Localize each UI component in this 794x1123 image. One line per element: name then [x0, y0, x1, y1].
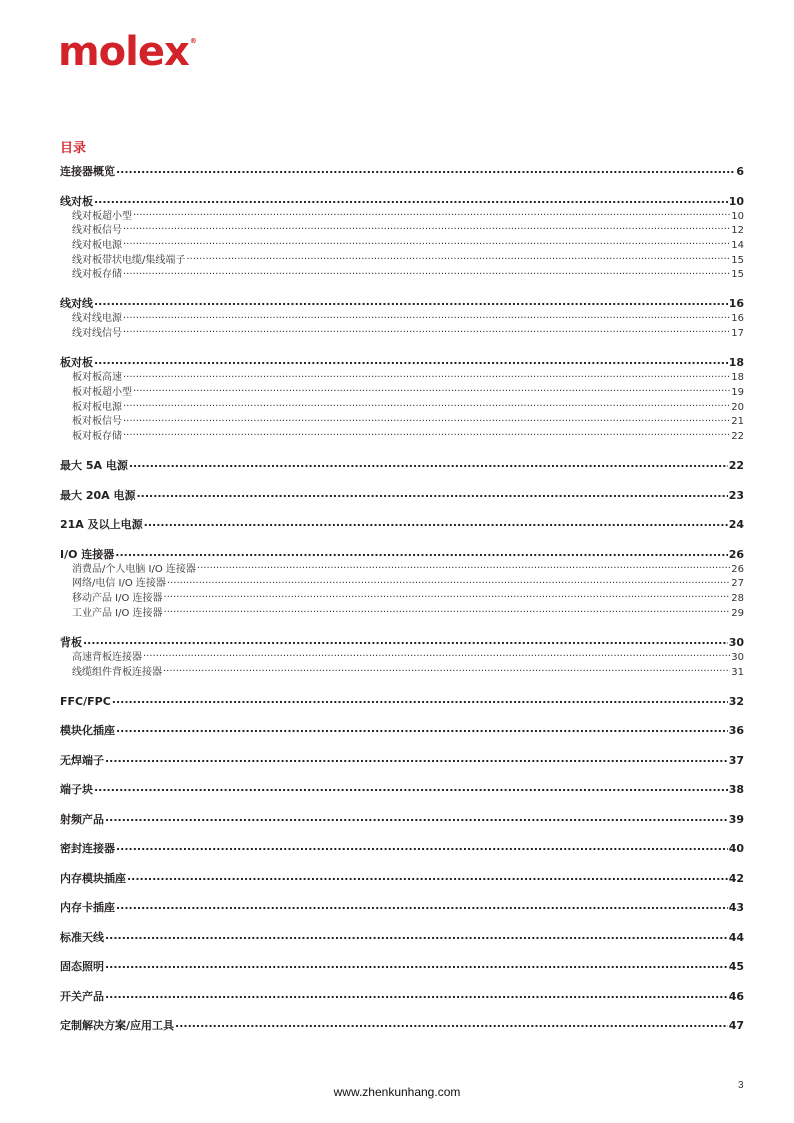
dot-leader: [164, 591, 731, 601]
toc-section-entry[interactable]: [60, 547, 744, 562]
dot-leader: [94, 782, 728, 793]
toc-entry-page: 29: [731, 607, 744, 619]
toc-subsection-entry[interactable]: [60, 326, 744, 341]
toc-entry-label: 移动产品 I/O 连接器: [72, 593, 163, 605]
toc-entry-page: 23: [728, 488, 744, 502]
toc-subsection-entry[interactable]: [60, 562, 744, 577]
dot-leader: [123, 429, 730, 439]
dot-leader: [94, 296, 728, 307]
toc-section-entry[interactable]: [60, 782, 744, 797]
dot-leader: [116, 841, 728, 852]
dot-leader: [123, 414, 730, 424]
dot-leader: [105, 812, 728, 823]
dot-leader: [94, 194, 728, 205]
toc-entry-label: 开关产品: [60, 989, 104, 1003]
toc-entry-page: 21: [731, 416, 744, 428]
dot-leader: [112, 694, 728, 705]
toc-entry-label: 线对板: [60, 194, 93, 208]
toc-entry-page: 10: [731, 210, 744, 222]
toc-entry-page: 45: [728, 960, 744, 974]
toc-entry-page: 14: [731, 239, 744, 251]
page-number: 3: [738, 1080, 744, 1091]
toc-section-entry[interactable]: [60, 753, 744, 768]
toc-section-entry[interactable]: [60, 164, 744, 179]
toc-entry-label: 板对板: [60, 356, 93, 370]
dot-leader: [105, 959, 728, 970]
toc-entry-page: 15: [731, 269, 744, 281]
toc-entry-page: 37: [728, 753, 744, 767]
toc-entry-label: 线对板超小型: [72, 210, 132, 222]
toc-entry-page: 16: [728, 297, 744, 311]
toc-entry-page: 27: [731, 578, 744, 590]
dot-leader: [123, 267, 730, 277]
dot-leader: [123, 238, 730, 248]
toc-subsection-entry[interactable]: [60, 650, 744, 665]
toc-entry-label: 高速背板连接器: [72, 652, 142, 663]
toc-entry-label: 线对板存储: [72, 269, 122, 281]
toc-subsection-entry[interactable]: [60, 311, 744, 326]
section-gap: [60, 679, 744, 694]
toc-entry-label: 板对板存储: [72, 431, 122, 443]
section-gap: [60, 341, 744, 356]
section-gap: [60, 797, 744, 812]
toc-section-entry[interactable]: [60, 488, 744, 503]
section-gap: [60, 974, 744, 989]
toc-subsection-entry[interactable]: [60, 267, 744, 282]
toc-section-entry[interactable]: [60, 871, 744, 886]
dot-leader: [164, 606, 731, 616]
dot-leader: [123, 326, 730, 336]
toc-entry-label: 模块化插座: [60, 724, 115, 738]
toc-entry-label: FFC/FPC: [60, 694, 111, 708]
toc-entry-page: 24: [728, 518, 744, 532]
toc-section-entry[interactable]: [60, 355, 744, 370]
section-gap: [60, 886, 744, 901]
toc-entry-label: 定制解决方案/应用工具: [60, 1019, 175, 1033]
section-gap: [60, 768, 744, 783]
toc-entry-page: 31: [731, 666, 744, 678]
dot-leader: [197, 562, 730, 572]
toc-section-entry[interactable]: [60, 841, 744, 856]
toc-entry-label: 端子块: [60, 783, 93, 797]
toc-entry-label: 21A 及以上电源: [60, 518, 143, 532]
toc-entry-page: 38: [728, 783, 744, 797]
toc-entry-page: 22: [728, 459, 744, 473]
toc-entry-page: 47: [728, 1019, 744, 1033]
toc-entry-label: 内存卡插座: [60, 901, 115, 915]
section-gap: [60, 532, 744, 547]
toc-entry-label: 密封连接器: [60, 842, 115, 856]
toc-entry-label: 内存模块插座: [60, 871, 126, 885]
toc-entry-page: 19: [731, 387, 744, 398]
toc-entry-label: 无焊端子: [60, 753, 104, 767]
toc-section-entry[interactable]: [60, 989, 744, 1004]
toc-section-entry[interactable]: [60, 812, 744, 827]
toc-subsection-entry[interactable]: [60, 253, 744, 268]
toc-entry-label: 最大 20A 电源: [60, 488, 136, 502]
toc-subsection-entry[interactable]: [60, 591, 744, 606]
toc-entry-label: 线对板电源: [72, 239, 122, 251]
registered-mark: ®: [189, 37, 197, 45]
toc-entry-label: 固态照明: [60, 960, 104, 974]
toc-entry-label: 线缆组件背板连接器: [72, 666, 162, 678]
section-gap: [60, 709, 744, 724]
toc-entry-label: 连接器概览: [60, 165, 115, 178]
section-gap: [60, 503, 744, 518]
toc-entry-page: 43: [728, 901, 744, 915]
toc-section-entry[interactable]: [60, 194, 744, 209]
section-gap: [60, 282, 744, 297]
section-gap: [60, 179, 744, 194]
dot-leader: [123, 400, 730, 410]
toc-entry-label: 标准天线: [60, 930, 104, 944]
toc-entry-page: 18: [731, 372, 744, 384]
dot-leader: [175, 1018, 728, 1029]
toc-entry-page: 32: [728, 694, 744, 708]
dot-leader: [144, 517, 728, 528]
toc-entry-page: 12: [731, 225, 744, 237]
dot-leader: [136, 488, 727, 499]
toc-entry-label: 线对线: [60, 297, 93, 311]
dot-leader: [116, 900, 728, 911]
toc-entry-label: 线对线电源: [72, 313, 122, 325]
toc-subsection-entry[interactable]: [60, 385, 744, 400]
toc-entry-label: 线对线信号: [72, 328, 122, 340]
dot-leader: [167, 576, 730, 586]
toc-section-entry[interactable]: [60, 900, 744, 915]
section-gap: [60, 738, 744, 753]
toc-subsection-entry[interactable]: [60, 606, 744, 621]
toc-subsection-entry[interactable]: [60, 665, 744, 680]
dot-leader: [105, 753, 728, 764]
toc-section-entry[interactable]: [60, 930, 744, 945]
toc-entry-page: 30: [728, 636, 744, 649]
toc-subsection-entry[interactable]: [60, 414, 744, 429]
dot-leader: [129, 458, 728, 469]
molex-logo: molex®: [58, 29, 197, 75]
toc-section-entry[interactable]: [60, 296, 744, 311]
toc-section-entry[interactable]: [60, 517, 744, 532]
toc-entry-page: 28: [731, 593, 744, 605]
toc-entry-page: 18: [728, 356, 744, 370]
dot-leader: [123, 370, 730, 380]
toc-entry-label: 板对板信号: [72, 416, 122, 428]
section-gap: [60, 621, 744, 636]
dot-leader: [133, 385, 730, 395]
dot-leader: [127, 871, 728, 882]
toc-subsection-entry[interactable]: [60, 576, 744, 591]
toc-entry-page: 44: [728, 930, 744, 944]
toc-entry-label: 射频产品: [60, 812, 104, 826]
dot-leader: [105, 930, 728, 941]
toc-entry-label: 线对板带状电缆/集线端子: [72, 254, 186, 266]
toc-subsection-entry[interactable]: [60, 223, 744, 238]
toc-subsection-entry[interactable]: [60, 400, 744, 415]
toc-section-entry[interactable]: [60, 723, 744, 738]
toc-section-entry[interactable]: [60, 694, 744, 709]
dot-leader: [123, 311, 730, 321]
toc-section-entry[interactable]: [60, 635, 744, 650]
toc-entry-label: 网络/电信 I/O 连接器: [72, 578, 166, 590]
section-gap: [60, 945, 744, 960]
toc-entry-label: 最大 5A 电源: [60, 459, 128, 473]
table-of-contents: [60, 164, 744, 1033]
toc-entry-label: 工业产品 I/O 连接器: [72, 607, 163, 619]
dot-leader: [115, 547, 727, 558]
toc-entry-label: 消费品/个人电脑 I/O 连接器: [72, 563, 196, 575]
dot-leader: [133, 209, 730, 219]
toc-entry-page: 17: [731, 328, 744, 340]
toc-entry-page: 30: [731, 652, 744, 663]
section-gap: [60, 473, 744, 488]
toc-entry-label: 板对板高速: [72, 372, 122, 384]
footer-url[interactable]: www.zhenkunhang.com: [333, 1085, 461, 1099]
toc-entry-page: 40: [728, 842, 744, 856]
toc-subsection-entry[interactable]: [60, 429, 744, 444]
dot-leader: [94, 355, 728, 366]
toc-subsection-entry[interactable]: [60, 209, 744, 224]
section-gap: [60, 827, 744, 842]
dot-leader: [116, 723, 728, 734]
toc-section-entry[interactable]: [60, 458, 744, 473]
toc-entry-page: 26: [731, 563, 744, 575]
dot-leader: [163, 665, 730, 675]
dot-leader: [186, 253, 730, 263]
toc-entry-page: 36: [728, 724, 744, 738]
toc-title: 目录: [60, 141, 87, 156]
toc-entry-page: 15: [731, 254, 744, 266]
toc-section-entry[interactable]: [60, 1018, 744, 1033]
toc-entry-label: I/O 连接器: [60, 547, 115, 561]
toc-entry-page: 6: [736, 165, 744, 178]
section-gap: [60, 444, 744, 459]
toc-entry-label: 板对板超小型: [72, 387, 132, 398]
toc-subsection-entry[interactable]: [60, 370, 744, 385]
section-gap: [60, 1004, 744, 1019]
section-gap: [60, 856, 744, 871]
section-gap: [60, 915, 744, 930]
toc-subsection-entry[interactable]: [60, 238, 744, 253]
toc-entry-page: 20: [731, 401, 744, 413]
dot-leader: [116, 164, 735, 175]
dot-leader: [105, 989, 728, 1000]
dot-leader: [143, 650, 730, 660]
toc-entry-page: 39: [728, 812, 744, 826]
toc-entry-page: 22: [731, 431, 744, 443]
toc-entry-page: 42: [728, 871, 744, 885]
toc-entry-label: 背板: [60, 636, 82, 649]
dot-leader: [83, 635, 728, 646]
toc-entry-page: 16: [731, 313, 744, 325]
dot-leader: [123, 223, 730, 233]
toc-entry-page: 10: [728, 194, 744, 208]
toc-entry-page: 46: [728, 989, 744, 1003]
toc-entry-label: 线对板信号: [72, 225, 122, 237]
toc-entry-label: 板对板电源: [72, 401, 122, 413]
toc-section-entry[interactable]: [60, 959, 744, 974]
toc-entry-page: 26: [728, 547, 744, 561]
